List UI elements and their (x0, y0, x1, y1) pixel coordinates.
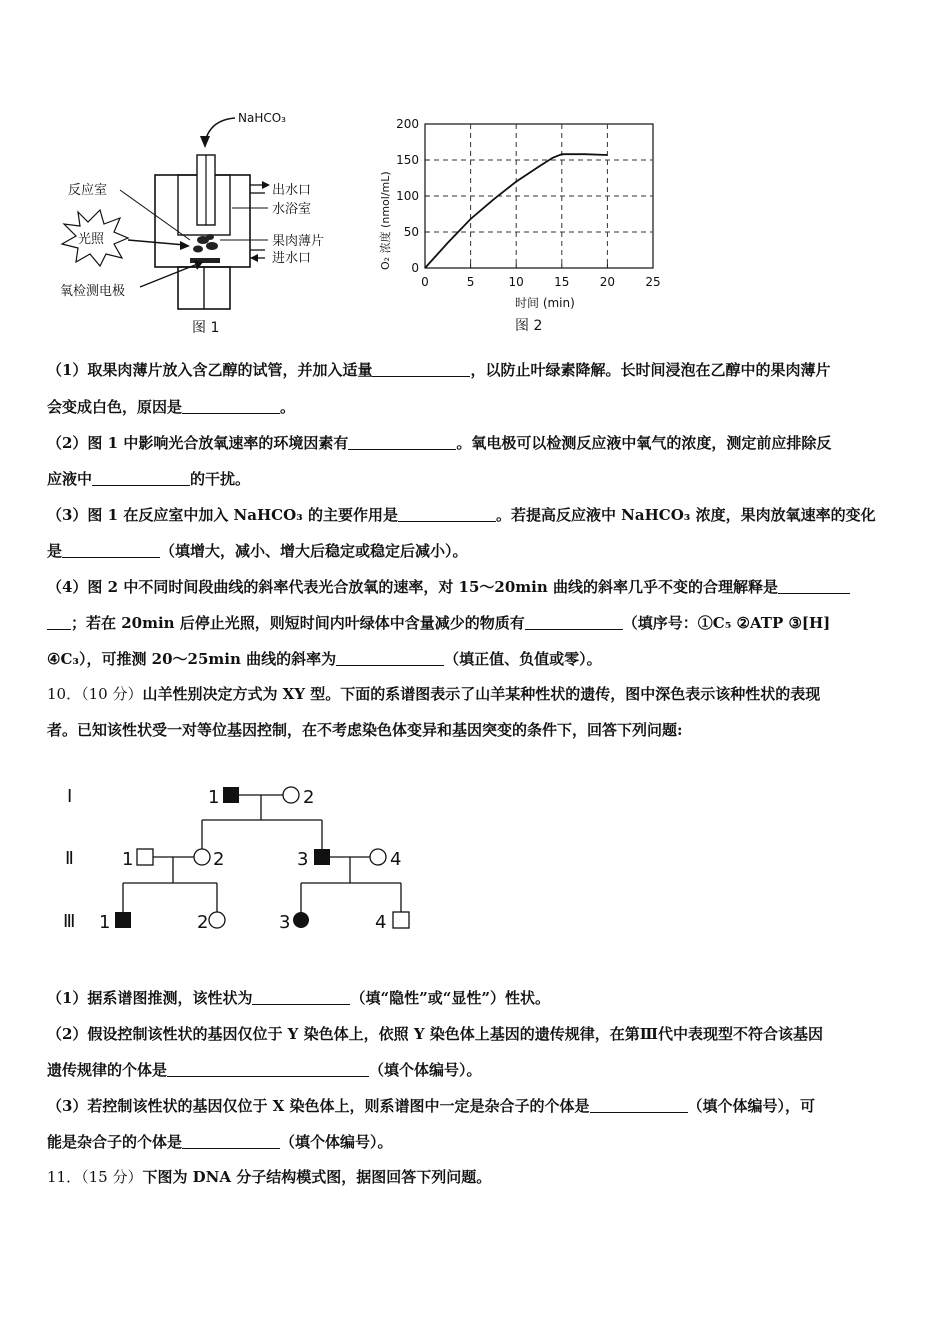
q10-intro-line2: 者。已知该性状受一对等位基因控制，在不考虑染色体变异和基因突变的条件下，回答下列问题: (47, 721, 683, 739)
individual-number: 3 (279, 912, 291, 933)
x-tick-label: 0 (421, 275, 429, 289)
water-bath-label: 水浴室 (272, 202, 312, 217)
individual-number: 2 (303, 787, 315, 808)
q9-part2-line2: 应液中 的干扰。 (47, 470, 251, 488)
q11-intro: 11．（15 分）下图为 DNA 分子结构模式图，据图回答下列问题。 (47, 1168, 492, 1186)
q10-part3-line1: （3）若控制该性状的基因仅位于 X 染色体上，则系谱图中一定是杂合子的个体是 （填个体编号），可 (47, 1097, 816, 1115)
answer-blank[interactable] (336, 651, 444, 666)
individual-number: 2 (197, 912, 209, 933)
normal-female (283, 787, 299, 803)
generation-label: Ⅰ (67, 786, 73, 807)
q9-part4-line1: （4）图 2 中不同时间段曲线的斜率代表光合放氧的速率，对 15～20min 曲线的斜率几乎不变的合理解释是 (47, 577, 850, 597)
q9-part4-line3: ④C₃），可推测 20～25min 曲线的斜率为 （填正值、负值或零）。 (47, 650, 602, 668)
oxygen-electrode-label: 氧检测电极 (60, 284, 126, 299)
answer-blank[interactable] (372, 362, 470, 377)
affected-male (314, 849, 330, 865)
individual-number: 1 (208, 787, 220, 808)
pedigree-chart (55, 775, 435, 945)
chart-ylabel: O₂ 浓度 (nmol/mL) (379, 171, 392, 270)
individual-number: 1 (99, 912, 111, 933)
q9-part3-line1: （3）图 1 在反应室中加入 NaHCO₃ 的主要作用是 。若提高反应液中 NaHCO₃ 浓度，果肉放氧速率的变化 (47, 506, 876, 524)
individual-number: 4 (390, 849, 402, 870)
answer-blank[interactable] (525, 615, 623, 630)
individual-number: 4 (375, 912, 387, 933)
x-tick-label: 15 (554, 275, 570, 289)
answer-blank[interactable] (252, 990, 350, 1005)
affected-male (223, 787, 239, 803)
q10-intro-line1: 10．（10 分）山羊性别决定方式为 XY 型。下面的系谱图表示了山羊某种性状的遗传，图中深色表示该种性状的表现 (47, 685, 821, 703)
answer-blank[interactable] (92, 471, 190, 486)
individual-number: 2 (213, 849, 225, 870)
q9-part1-line1: （1）取果肉薄片放入含乙醇的试管，并加入适量 ，以防止叶绿素降解。长时间浸泡在乙醇中的果肉薄片 (47, 361, 831, 379)
answer-blank[interactable] (398, 507, 496, 522)
light-label: 光照 (78, 232, 105, 247)
q9-part1-line2: 会变成白色，原因是 。 (47, 398, 296, 416)
q9-part3-line2: 是 （填增大，减小、增大后稳定或稳定后减小）。 (47, 542, 468, 560)
normal-female (209, 912, 225, 928)
normal-male (393, 912, 409, 928)
y-tick-label: 200 (396, 117, 419, 131)
q10-part3-line2: 能是杂合子的个体是 （填个体编号）。 (47, 1133, 393, 1151)
figure-2-caption: 图 2 (515, 318, 543, 334)
affected-male (115, 912, 131, 928)
figure-2-chart (370, 110, 670, 340)
x-tick-label: 25 (645, 275, 661, 289)
affected-female (293, 912, 309, 928)
fruit-slice-label: 果肉薄片 (272, 234, 325, 249)
water-out-label: 出水口 (272, 183, 312, 198)
q9-part4-line2: ；若在 20min 后停止光照，则短时间内叶绿体中含量减少的物质有 （填序号：①C₅ ②ATP ③[H] (47, 613, 830, 633)
x-tick-label: 10 (508, 275, 524, 289)
answer-blank[interactable] (62, 543, 160, 558)
answer-blank[interactable] (47, 615, 71, 630)
normal-female (194, 849, 210, 865)
individual-number: 1 (122, 849, 134, 870)
figure-1-caption: 图 1 (192, 320, 220, 336)
y-tick-label: 0 (411, 261, 419, 275)
nahco3-label: NaHCO₃ (238, 111, 286, 125)
y-tick-label: 100 (396, 189, 419, 203)
q10-part1: （1）据系谱图推测，该性状为 （填“隐性”或“显性”）性状。 (47, 989, 550, 1007)
q10-part2-line2: 遗传规律的个体是 （填个体编号）。 (47, 1061, 482, 1079)
y-tick-label: 50 (403, 225, 419, 239)
answer-blank[interactable] (348, 435, 456, 450)
figure-1-apparatus (40, 100, 350, 340)
x-tick-label: 20 (599, 275, 616, 289)
individual-number: 3 (297, 849, 309, 870)
x-tick-label: 5 (466, 275, 475, 289)
water-in-label: 进水口 (272, 251, 312, 266)
q10-part2-line1: （2）假设控制该性状的基因仅位于 Y 染色体上，依照 Y 染色体上基因的遗传规律，在第Ⅲ代中表现型不符合该基因 (47, 1025, 824, 1043)
answer-blank[interactable] (167, 1062, 369, 1077)
q9-part2-line1: （2）图 1 中影响光合放氧速率的环境因素有 。氧电极可以检测反应液中氧气的浓度，测定前应排除反 (47, 434, 832, 452)
generation-label: Ⅲ (63, 911, 76, 932)
answer-blank[interactable] (182, 1134, 280, 1149)
normal-male (137, 849, 153, 865)
y-tick-label: 150 (396, 153, 419, 167)
answer-blank[interactable] (182, 399, 280, 414)
normal-female (370, 849, 386, 865)
answer-blank[interactable] (590, 1098, 688, 1113)
generation-label: Ⅱ (65, 848, 74, 869)
answer-blank[interactable] (778, 579, 850, 594)
chart-xlabel: 时间 (min) (515, 296, 575, 310)
reaction-room-label: 反应室 (68, 183, 108, 198)
